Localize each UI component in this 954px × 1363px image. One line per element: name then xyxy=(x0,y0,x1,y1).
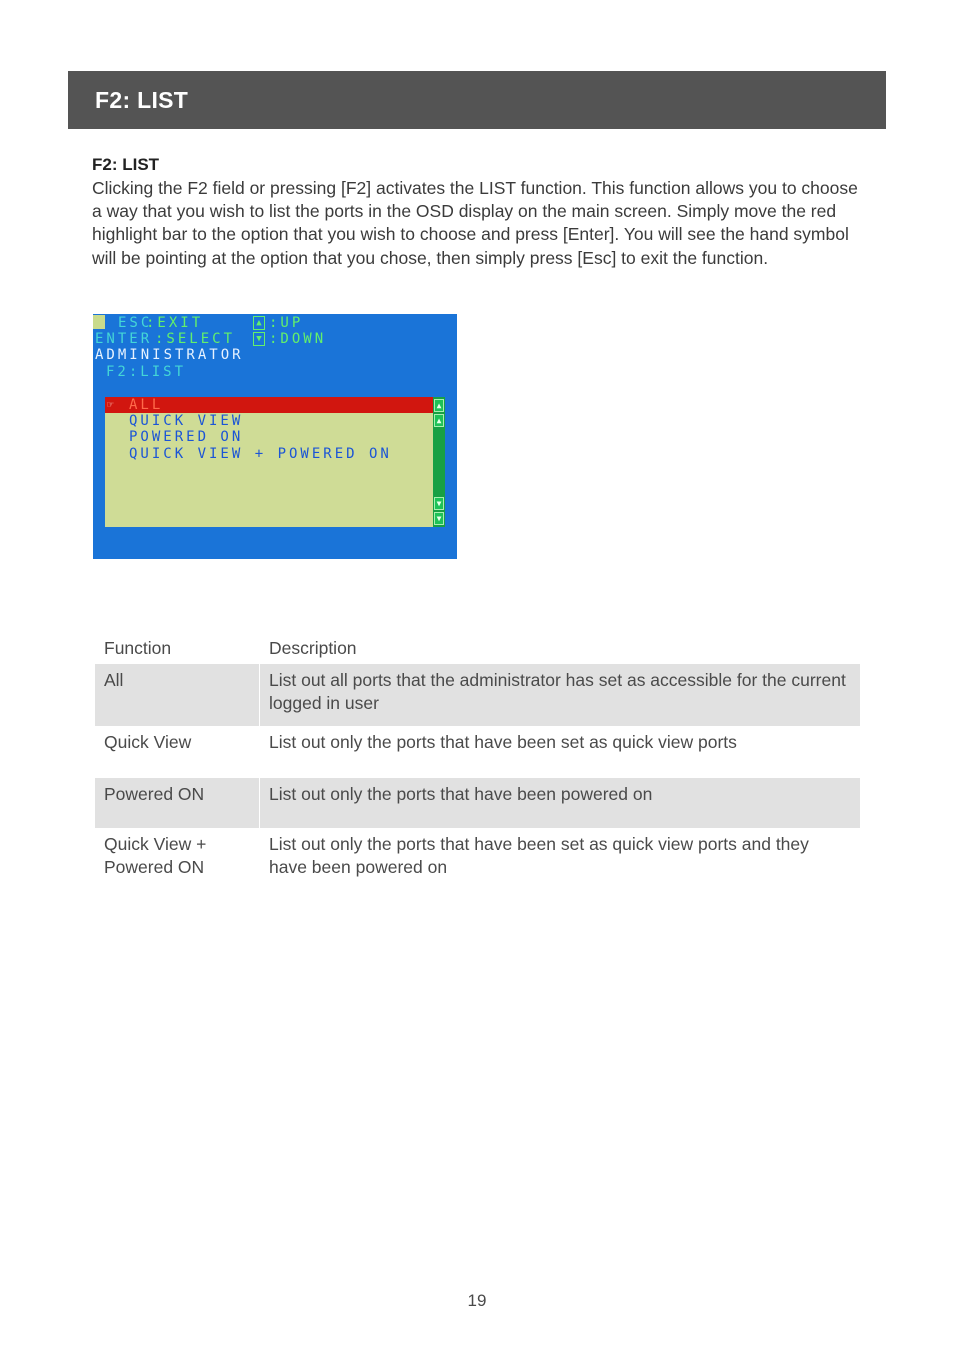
table-cell-description: List out only the ports that have been set as quick view ports xyxy=(269,732,737,752)
table-header-row xyxy=(95,633,860,664)
hand-pointer-icon: ☞ xyxy=(107,398,114,411)
osd-enter-action: :SELECT xyxy=(155,331,236,347)
osd-esc-key: ESC xyxy=(118,315,153,331)
table-row xyxy=(95,778,860,828)
table-cell-function: Quick View xyxy=(95,726,260,778)
table-header-description: Description xyxy=(269,638,357,658)
section-heading: F2: LIST xyxy=(92,155,160,174)
scroll-page-up-icon: ▲ xyxy=(434,414,444,427)
osd-list-panel xyxy=(105,397,445,527)
osd-up-action: :UP xyxy=(269,315,304,331)
table-row xyxy=(95,726,860,778)
osd-cursor-block xyxy=(93,315,105,329)
osd-option-quick-view-powered-on: QUICK VIEW + POWERED ON xyxy=(129,446,392,462)
table-cell-description: List out only the ports that have been powered on xyxy=(260,778,861,828)
table-cell-description: List out only the ports that have been set as quick view ports and they have been powered on xyxy=(269,834,809,877)
scroll-up-icon: ▲ xyxy=(434,399,444,412)
scroll-down-icon: ▼ xyxy=(434,512,444,525)
osd-mode: F2:LIST xyxy=(106,364,187,380)
table-cell-function: All xyxy=(95,664,260,726)
osd-option-all: ALL xyxy=(129,397,164,413)
osd-option-quick-view: QUICK VIEW xyxy=(129,413,244,429)
down-arrow-icon: ▼ xyxy=(253,332,265,346)
osd-down-action: :DOWN xyxy=(269,331,327,347)
table-cell-function: Powered ON xyxy=(95,778,260,828)
section-header-bar xyxy=(68,71,886,129)
table-cell-function: Quick View + Powered ON xyxy=(95,828,260,888)
osd-option-powered-on: POWERED ON xyxy=(129,429,244,445)
scroll-page-down-icon: ▼ xyxy=(434,497,444,510)
up-arrow-icon: ▲ xyxy=(253,316,265,330)
osd-esc-action: :EXIT xyxy=(146,315,204,331)
table-cell-description: List out all ports that the administrator has set as accessible for the current logged in user xyxy=(260,664,861,726)
osd-user: ADMINISTRATOR xyxy=(95,347,244,363)
table-row xyxy=(95,664,860,726)
page-number: 19 xyxy=(467,1291,487,1310)
page-title: F2: LIST xyxy=(95,87,189,113)
function-table xyxy=(95,633,860,888)
intro-paragraph: Clicking the F2 field or pressing [F2] activates the LIST function. This function allows you to choose a way that you wish to list the ports in the OSD display on the main screen. Simply move the red highlight bar to the option that you wish to choose and press [Enter]. You will see the hand symbol will be pointing at the option that you chose, then simply press [Esc] to exit the function. xyxy=(92,178,858,268)
osd-enter-key: ENTER xyxy=(95,331,153,347)
osd-scrollbar xyxy=(433,397,445,527)
table-row xyxy=(95,828,860,888)
table-header-function: Function xyxy=(95,633,260,664)
osd-screenshot xyxy=(93,314,457,559)
